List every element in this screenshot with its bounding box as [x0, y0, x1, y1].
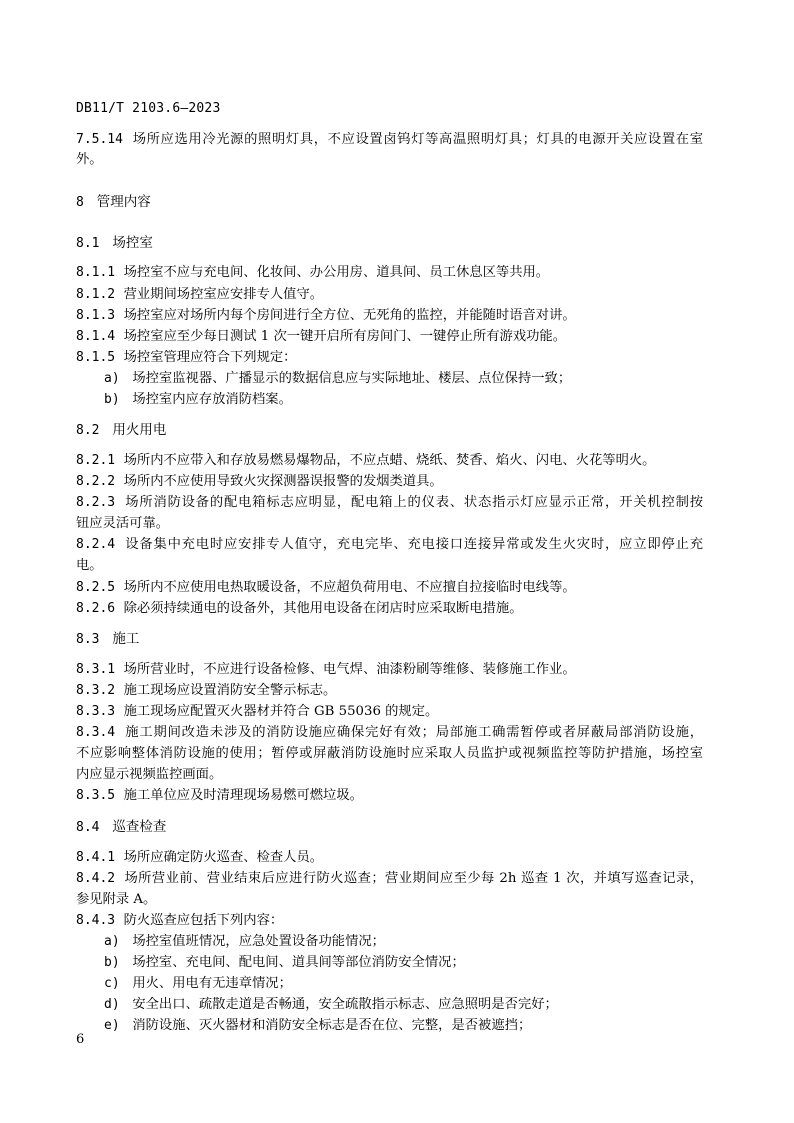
list-item-e: e) 消防设施、灭火器材和消防安全标志是否在位、完整，是否被遮挡；	[104, 1018, 532, 1033]
clause-8-1-1: 8.1.1 场控室不应与充电间、化妆间、办公用房、道具间、员工休息区等共用。	[76, 265, 550, 280]
list-item-b: b) 场控室、充电间、配电间、道具间等部位消防安全情况；	[104, 955, 465, 970]
clause-8-3-4: 8.3.4 施工期间改造未涉及的消防设施应确保完好有效；局部施工确需暂停或者屏蔽局部消防设施，	[76, 725, 703, 740]
document-id: DB11/T 2103.6—2023	[76, 101, 221, 116]
clause-continuation: 不应影响整体消防设施的使用；暂停或屏蔽消防设施时应采取人员监护或视频监控等防护措施，场控室	[76, 746, 703, 761]
clause-8-2-1: 8.2.1 场所内不应带入和存放易燃易爆物品，不应点蜡、烧纸、焚香、焰火、闪电、火花等明火。	[76, 453, 656, 468]
clause-8-4-3: 8.4.3 防火巡查应包括下列内容：	[76, 913, 284, 928]
section-heading-8-3: 8.3 施工	[76, 631, 140, 647]
clause-8-1-5: 8.1.5 场控室管理应符合下列规定：	[76, 350, 297, 365]
clause-8-2-2: 8.2.2 场所内不应使用导致火灾探测器误报警的发烟类道具。	[76, 474, 443, 489]
clause-8-1-3: 8.1.3 场控室应对场所内每个房间进行全方位、无死角的监控，并能随时语音对讲。	[76, 308, 576, 323]
clause-8-3-1: 8.3.1 场所营业时，不应进行设备检修、电气焊、油漆粉刷等维修、装修施工作业。	[76, 662, 576, 677]
clause-8-2-4: 8.2.4 设备集中充电时应安排专人值守，充电完毕、充电接口连接异常或发生火灾时，应立即停止充	[76, 537, 703, 552]
list-item-a: a) 场控室值班情况，应急处置设备功能情况；	[104, 934, 385, 949]
section-heading-8-1: 8.1 场控室	[76, 235, 153, 251]
list-item-a: a) 场控室监视器、广播显示的数据信息应与实际地址、楼层、点位保持一致；	[104, 371, 572, 386]
page-number: 6	[76, 1032, 85, 1047]
clause-8-4-1: 8.4.1 场所应确定防火巡查、检查人员。	[76, 850, 324, 865]
clause-continuation: 参见附录 A。	[76, 892, 157, 907]
clause-8-3-2: 8.3.2 施工现场应设置消防安全警示标志。	[76, 683, 337, 698]
section-heading-8-4: 8.4 巡查检查	[76, 819, 167, 835]
clause-8-2-3: 8.2.3 场所消防设备的配电箱标志应明显，配电箱上的仪表、状态指示灯应显示正常，开关机控制按	[76, 495, 703, 510]
clause-7-5-14: 7.5.14 场所应选用冷光源的照明灯具，不应设置卤钨灯等高温照明灯具；灯具的电源开关应设置在室	[76, 132, 703, 147]
list-item-d: d) 安全出口、疏散走道是否畅通，安全疏散指示标志、应急照明是否完好；	[104, 997, 558, 1012]
clause-continuation: 钮应灵活可靠。	[76, 516, 170, 531]
clause-8-3-5: 8.3.5 施工单位应及时清理现场易燃可燃垃圾。	[76, 788, 363, 803]
clause-8-3-3: 8.3.3 施工现场应配置灭火器材并符合 GB 55036 的规定。	[76, 704, 439, 719]
clause-8-1-4: 8.1.4 场控室应至少每日测试 1 次一键开启所有房间门、一键停止所有游戏功能。	[76, 329, 567, 344]
section-heading-8-2: 8.2 用火用电	[76, 422, 167, 438]
clause-8-2-6: 8.2.6 除必须持续通电的设备外，其他用电设备在闭店时应采取断电措施。	[76, 601, 523, 616]
clause-8-4-2: 8.4.2 场所营业前、营业结束后应进行防火巡查；营业期间应至少每 2h 巡查 1 次，并填写巡查记录，	[76, 871, 703, 886]
clause-continuation: 电。	[76, 558, 103, 573]
list-item-c: c) 用火、用电有无违章情况；	[104, 976, 292, 991]
list-item-b: b) 场控室内应存放消防档案。	[104, 392, 292, 407]
clause-continuation: 外。	[76, 152, 103, 167]
clause-continuation: 内应显示视频监控画面。	[76, 767, 223, 782]
chapter-heading: 8 管理内容	[76, 194, 151, 210]
clause-8-1-2: 8.1.2 营业期间场控室应安排专人值守。	[76, 287, 324, 302]
clause-8-2-5: 8.2.5 场所内不应使用电热取暖设备，不应超负荷用电、不应擅自拉接临时电线等。	[76, 580, 576, 595]
